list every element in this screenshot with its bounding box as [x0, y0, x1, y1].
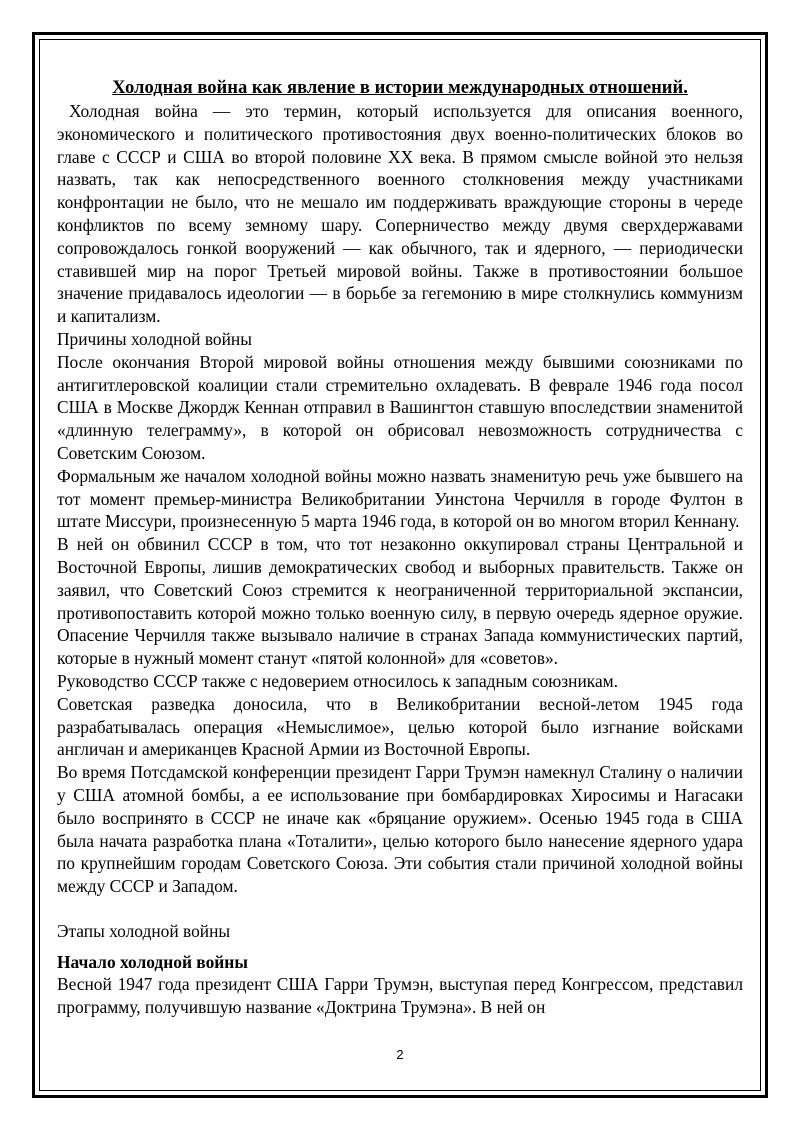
paragraph-churchill-speech: Формальным же началом холодной войны можно назвать знаменитую речь уже бывшего на тот момент премьер-министра Великобритании Уинстона Черчилля в городе Фултон в штате Миссури, произнесенную 5 марта 1946 года, в которой он во многом вторил Кеннану. — [57, 465, 743, 532]
document-title: Холодная война как явление в истории международных отношений. — [112, 77, 688, 98]
paragraph-truman-doctrine: Весной 1947 года президент США Гарри Трумэн, выступая перед Конгрессом, представил программу, получившую название «Доктрина Трумэна». В ней он — [57, 974, 743, 1018]
paragraph-potsdam: Во время Потсдамской конференции президент Гарри Трумэн намекнул Сталину о наличии у США атомной бомбы, а ее использование при бомбардировках Хиросимы и Нагасаки было воспринято в СССР не иначе как «бряцание оружием». Осенью 1945 года в США была начата разработка плана «Тоталити», целью которого было нанесение ядерного удара по крупнейшим городам Советского Союза. Эти события стали причиной холодной войны между СССР и Западом. — [57, 762, 743, 897]
section-heading-causes: Причины холодной войны — [57, 328, 252, 349]
paragraph-intro: Холодная война — это термин, который используется для описания военного, экономического и политического противостояния двух военно-политических блоков во главе с СССР и США во второй половине XX века. В прямом смысле войной это нельзя назвать, так как непосредственного военного столкновения между участниками конфронтации не было, что не мешало им поддерживать враждующие стороны в череде конфликтов по всему земному шару. Соперничество между двумя сверхдержавами сопровождалось гонкой вооружений — как обычного, так и ядерного, — периодически ставившей мир на порог Третьей мировой войны. Также в противостоянии большое значение придавалось идеологии — в борьбе за гегемонию в мире столкнулись коммунизм и капитализм. — [57, 101, 743, 327]
section-heading-stages: Этапы холодной войны — [57, 920, 231, 941]
section-heading-beginning: Начало холодной войны — [57, 951, 248, 972]
paragraph-unthinkable: Советская разведка доносила, что в Великобритании весной-летом 1945 года разрабатывалась операция «Немыслимое», целью которой было изгнание войсками англичан и американцев Красной Армии из Восточной Европы. — [57, 693, 743, 760]
paragraph-ussr-distrust: Руководство СССР также с недоверием относилось к западным союзникам. — [57, 670, 619, 691]
document-body — [57, 76, 743, 1019]
paragraph-churchill-accusations: В ней он обвинил СССР в том, что тот незаконно оккупировал страны Центральной и Восточной Европы, лишив демократических свобод и выборных правительств. Также он заявил, что Советский Союз стремится к неограниченной территориальной экспансии, противопоставить которой можно только военную силу, в первую очередь ядерное оружие. Опасение Черчилля также вызывало наличие в странах Запада коммунистических партий, которые в нужный момент станут «пятой колонной» для «советов». — [57, 534, 743, 669]
page-number: 2 — [396, 1047, 404, 1062]
paragraph-kennan: После окончания Второй мировой войны отношения между бывшими союзниками по антигитлеровской коалиции стали стремительно охладевать. В феврале 1946 года посол США в Москве Джордж Кеннан отправил в Вашингтон ставшую впоследствии знаменитой «длинную телеграмму», в которой он обрисовал невозможность сотрудничества с Советским Союзом. — [57, 351, 743, 463]
